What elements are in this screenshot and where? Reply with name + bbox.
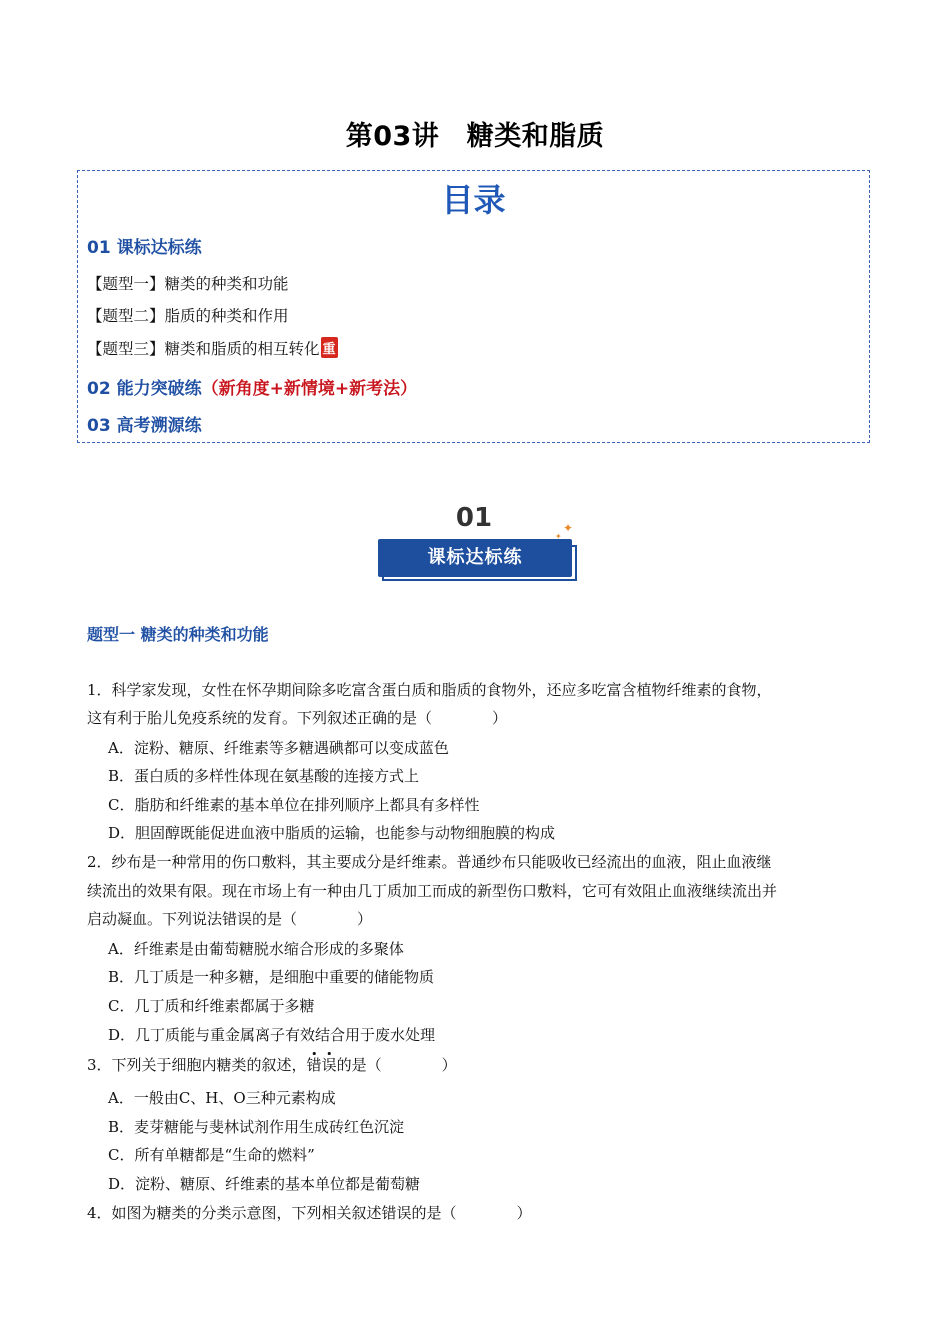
sparkle-icon: ✦	[563, 521, 574, 535]
emphasis-char-2: 误	[321, 1056, 337, 1074]
q2-stem-line-2: 续流出的效果有限。现在市场上有一种由几丁质加工而成的新型伤口敷料，它可有效阻止血液继续流出并	[87, 882, 778, 900]
section-banner	[372, 503, 582, 583]
sparkle-icon-small: ✦	[555, 532, 562, 541]
q3-stem	[87, 1054, 457, 1075]
banner-box	[378, 539, 572, 577]
q2-option-a: A．纤维素是由葡萄糖脱水缩合形成的多聚体	[108, 940, 404, 958]
q2-stem-line-3: 启动凝血。下列说法错误的是（ ）	[87, 910, 373, 928]
section-title: 题型一 糖类的种类和功能	[87, 625, 269, 644]
q3-stem-post: 的是（ ）	[336, 1056, 457, 1074]
toc-item-3[interactable]	[87, 337, 338, 359]
q3-option-a: A．一般由C、H、O三种元素构成	[108, 1089, 336, 1107]
q1-option-d: D．胆固醇既能促进血液中脂质的运输，也能参与动物细胞膜的构成	[108, 824, 556, 842]
q3-option-d: D．淀粉、糖原、纤维素的基本单位都是葡萄糖	[108, 1175, 421, 1193]
q3-option-b: B．麦芽糖能与斐林试剂作用生成砖红色沉淀	[108, 1118, 405, 1136]
toc-item-1[interactable]: 【题型一】糖类的种类和功能	[87, 275, 289, 293]
toc-heading: 目录	[441, 181, 506, 219]
q2-stem-line-1: 2．纱布是一种常用的伤口敷料，其主要成分是纤维素。普通纱布只能吸收已经流出的血液，阻止血液继	[87, 853, 772, 871]
q4-stem-line-1: 4．如图为糖类的分类示意图，下列相关叙述错误的是（ ）	[87, 1204, 532, 1222]
q1-stem-line-1: 1．科学家发现，女性在怀孕期间除多吃富含蛋白质和脂质的食物外，还应多吃富含植物纤维素的食物，	[87, 681, 772, 699]
toc-item-3-label: 【题型三】糖类和脂质的相互转化	[87, 340, 320, 358]
toc-section-3[interactable]: 03 高考溯源练	[87, 416, 202, 436]
q3-option-c: C．所有单糖都是“生命的燃料”	[108, 1146, 315, 1164]
banner-label: 课标达标练	[427, 547, 523, 568]
q2-option-c: C．几丁质和纤维素都属于多糖	[108, 997, 315, 1015]
q3-stem-pre: 3．下列关于细胞内糖类的叙述，	[87, 1056, 307, 1074]
table-of-contents	[77, 170, 870, 443]
emphasis-char-1: 错	[306, 1056, 322, 1074]
toc-section-1[interactable]: 01 课标达标练	[87, 238, 202, 258]
toc-item-2[interactable]: 【题型二】脂质的种类和作用	[87, 307, 289, 325]
q2-option-b: B．几丁质是一种多糖，是细胞中重要的储能物质	[108, 968, 435, 986]
toc-section-2-note: （新角度+新情境+新考法）	[201, 379, 418, 399]
banner-number: 01	[455, 503, 493, 533]
q1-option-a: A．淀粉、糖原、纤维素等多糖遇碘都可以变成蓝色	[108, 739, 449, 757]
toc-section-2-label: 02 能力突破练	[87, 379, 202, 399]
q1-stem-line-2: 这有利于胎儿免疫系统的发育。下列叙述正确的是（ ）	[87, 709, 508, 727]
toc-section-2[interactable]	[87, 374, 417, 399]
important-badge: 重	[321, 337, 338, 358]
q1-option-c: C．脂肪和纤维素的基本单位在排列顺序上都具有多样性	[108, 796, 480, 814]
page-title: 第03讲 糖类和脂质	[345, 121, 605, 152]
q2-option-d: D．几丁质能与重金属离子有效结合用于废水处理	[108, 1026, 436, 1044]
q1-option-b: B．蛋白质的多样性体现在氨基酸的连接方式上	[108, 767, 420, 785]
